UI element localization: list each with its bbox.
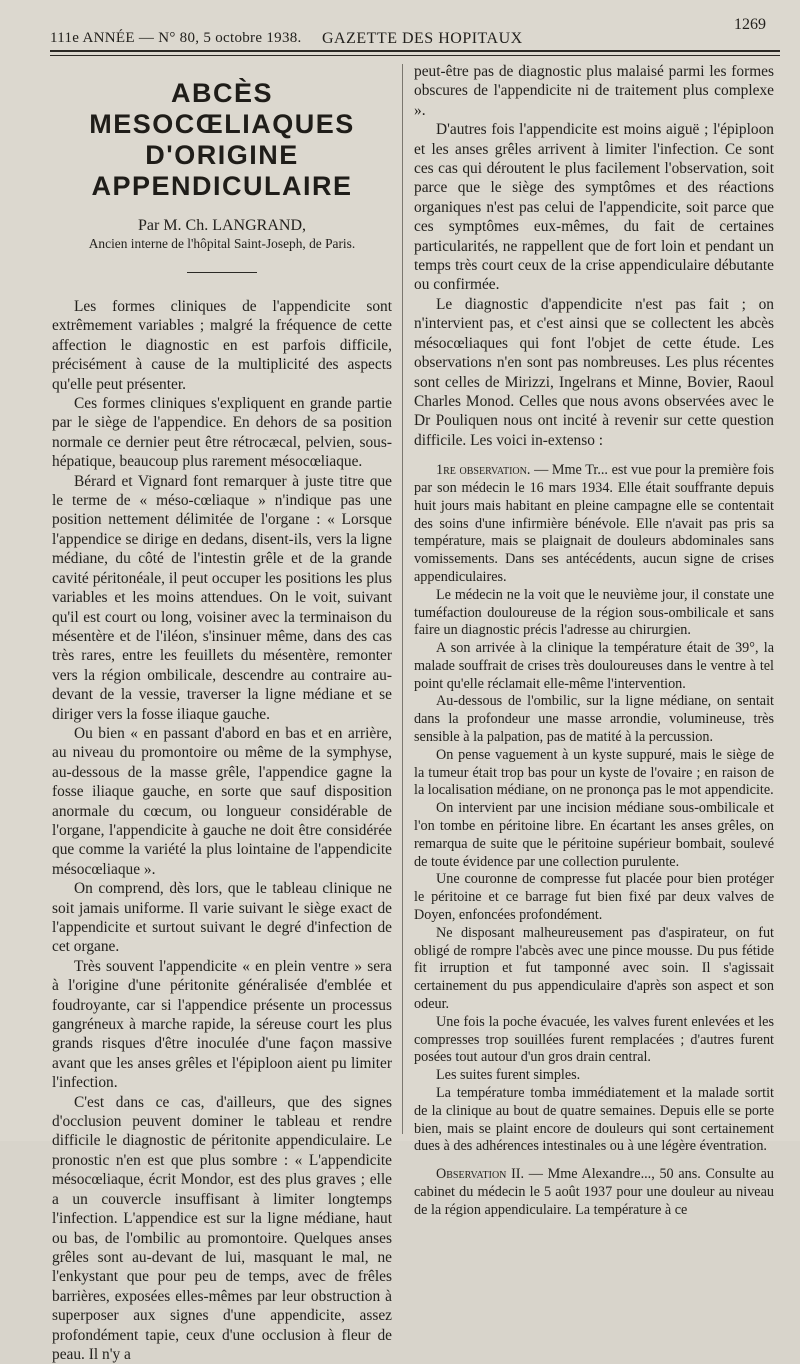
title-separator xyxy=(187,272,257,273)
observation-2-intro xyxy=(414,1166,774,1219)
paragraph: Le diagnostic d'appendicite n'est pas fait ; on n'intervient pas, et c'est ainsi que se collectent les abcès mésocœliaques qui font l'objet de cette étude. Les observations n'en sont pas nombreuses. Les plus récentes sont celles de Mirizzi, Ingelrans et Minne, Bovier, Raoul Charles Monod. Celles que nous avons observées avec le Dr Pouliquen nous ont incité à revenir sur cette question difficile. Les voici in-extenso : xyxy=(414,295,774,449)
paragraph: Bérard et Vignard font remarquer à juste titre que le terme de « méso-cœliaque » n'indique pas une position nettement délimitée de l'organe : « Lorsque l'appendice se dirige en dedans, disent-ils, vers la ligne médiane, du côté de l'intestin grêle et de la grande cavité péritonéale, il peut occuper les positions les plus variables et les moins attendues. On le voit, suivant qu'il est court ou long, voisiner avec la terminaison du mésentère et de l'iléon, s'insinuer même, dans des cas très rares, entre les feuillets du mésentère, remonter vers la région ombilicale, descendre au contraire au-devant de la vessie, traverser la ligne médiane et se diriger vers la fosse iliaque gauche. xyxy=(52,472,392,723)
author-affiliation: Ancien interne de l'hôpital Saint-Joseph, de Paris. xyxy=(88,236,356,251)
paragraph: On intervient par une incision médiane sous-ombilicale et l'on tombe en péritoine libre. En écartant les anses grêles, on remarqua de suite que le péritoine supérieur bombait, soulevé de toute évidence par une collection purulente. xyxy=(414,800,774,870)
article-title-line1: ABCÈS MESOCŒLIAQUES xyxy=(89,78,355,139)
issue-line: 111e ANNÉE — N° 80, 5 octobre 1938. xyxy=(50,30,302,46)
observation-label: 1re observation. xyxy=(436,462,531,479)
observation-label: Observation II. xyxy=(436,1166,525,1183)
paragraph: Ou bien « en passant d'abord en bas et en arrière, au niveau du promontoire ou même de la symphyse, au-dessous de la masse grêle, l'appendice gagne la fosse iliaque gauche, en sorte que sauf disposition anormale du cœcum, ou longueur considérable de l'organe, l'appendicite à gauche ne doit être considérée que comme la variété la plus lointaine de l'appendicite mésocœliaque ». xyxy=(52,724,392,878)
paragraph: A son arrivée à la clinique la température était de 39°, la malade souffrait de crises très douloureuses dans le ventre à tel point qu'elle réclamait elle-même l'intervention. xyxy=(414,640,774,692)
page-number: 1269 xyxy=(734,16,766,33)
observation-1 xyxy=(414,462,774,1156)
paragraph: Très souvent l'appendicite « en plein ventre » sera à l'origine d'une péritonite généralisée d'emblée et foudroyante, car si l'appendice présente un processus gangréneux à marche rapide, la séreuse court les plus grands risques d'être inoculée d'une façon massive avant que les anses grêles et l'épiploon aient pu limiter l'infection. xyxy=(52,957,392,1092)
header-rule xyxy=(50,50,780,52)
observation-2 xyxy=(414,1166,774,1219)
header-rule-thin xyxy=(50,55,780,56)
article-title xyxy=(52,78,392,202)
observation-1-intro xyxy=(414,462,774,587)
paragraph: Ne disposant malheureusement pas d'aspirateur, on fut obligé de rompre l'abcès avec une pince mousse. Du pus fétide fit irruption et fut tamponné avec soin. Il s'agissait certainement du pus appendiculaire d'après son aspect et son odeur. xyxy=(414,924,774,1013)
paragraph: La température tomba immédiatement et la malade sortit de la clinique au bout de quatre semaines. Depuis elle se porte bien, mais se plaint encore de douleurs qui sont certainement dues à des adhérences intestinales ou à une légère éventration. xyxy=(414,1085,774,1155)
article-title-line2: D'ORIGINE APPENDICULAIRE xyxy=(91,140,353,201)
author-byline: Par M. Ch. LANGRAND, xyxy=(138,217,306,234)
paragraph: Les suites furent simples. xyxy=(436,1067,581,1084)
paragraph: peut-être pas de diagnostic plus malaisé parmi les formes obscures de l'appendicite ni de traitement plus complexe ». xyxy=(414,63,774,119)
observation-text: — Mme Tr... est vue pour la première fois par son médecin le 16 mars 1934. Elle était souffrante depuis huit jours mais habitant en pleine campagne elle se contentait des soins d'une infirmière bénévole. Elle n'avait pas pris sa température, mais se plaignait de douleurs abdominales sans vomissements. Dans ses antécédents, aucun signe de crises appendiculaires. xyxy=(414,462,774,585)
left-column xyxy=(52,60,392,1364)
observation-text: — Mme Alexandre..., 50 ans. Consulte au cabinet du médecin le 5 août 1937 pour une douleur au niveau de la région appendiculaire. La température à ce xyxy=(414,1166,774,1218)
paragraph: Une fois la poche évacuée, les valves furent enlevées et les compresses trop souillées furent remplacées ; d'autres furent posées tout autour d'un gros drain central. xyxy=(414,1013,774,1066)
column-divider xyxy=(402,64,403,1134)
paragraph: On comprend, dès lors, que le tableau clinique ne soit jamais uniforme. Il varie suivant le siège exact de l'appendicite et surtout suivant le degré d'infection de cet organe. xyxy=(52,880,392,956)
paragraph: Une couronne de compresse fut placée pour bien protéger le péritoine et ce barrage fut bien fixé par deux valves de Doyen, enfoncées profondément. xyxy=(414,871,774,924)
page-header xyxy=(50,12,766,52)
paragraph: Au-dessous de l'ombilic, sur la ligne médiane, on sentait dans la profondeur une masse arrondie, volumineuse, très sensible à la palpation, pas de matité à la percussion. xyxy=(414,693,774,746)
paragraph: Les formes cliniques de l'appendicite sont extrêmement variables ; malgré la fréquence de cette affection le diagnostic en est parfois difficile, précisément à cause de la multiplicité des aspects qu'elle peut présenter. xyxy=(52,298,392,393)
right-column xyxy=(414,62,774,1220)
journal-title: GAZETTE DES HOPITAUX xyxy=(322,30,523,47)
paragraph: D'autres fois l'appendicite est moins aiguë ; l'épiploon et les anses grêles arrivent à limiter l'infection. Ce sont ces cas qui déroutent le plus facilement l'observation, soit parce que le siège des symptômes et des réactions organiques n'est pas celui de l'appendicite, soit parce que ces symptômes eux-mêmes, du fait de certaines particularités, ne rappellent que de fort loin et pendant un temps très court ceux de la crise appendiculaire débutante ou confirmée. xyxy=(414,121,774,294)
paragraph: Ces formes cliniques s'expliquent en grande partie par le siège de l'appendice. En dehors de sa position normale ce dernier peut être rétrocæcal, pelvien, sous-hépatique, beaucoup plus rarement mésocœliaque. xyxy=(52,395,392,471)
paragraph: C'est dans ce cas, d'ailleurs, que des signes d'occlusion peuvent dominer le tableau et rendre difficile le diagnostic de péritonite appendiculaire. Le pronostic n'en est que plus sombre : « L'appendicite mésocœliaque, écrit Mondor, est des plus graves ; elle a un couvercle insuffisant à limiter longtemps l'infection. L'appendice est sur la ligne médiane, haut ou bas, de l'ombilic au promontoire. Quelques anses grêles sont au-devant de lui, masquant le mal, ne l'enkystant que pour peu de temps, avec de frêles barrières, exposées elles-mêmes par leur obstruction à superposer aux signes d'une appendicite, assez profondément tapie, ceux d'une occlusion à fleur de peau. Il n'y a xyxy=(52,1093,392,1363)
paragraph: Le médecin ne la voit que le neuvième jour, il constate une tuméfaction douloureuse de la région sous-ombilicale et sans faire un diagnostic précis l'adresse au chirurgien. xyxy=(414,586,774,639)
paragraph: On pense vaguement à un kyste suppuré, mais le siège de la tumeur était trop bas pour un kyste de l'ovaire ; en raison de la localisation médiane, on ne prononça pas le mot appendicite. xyxy=(414,746,774,799)
